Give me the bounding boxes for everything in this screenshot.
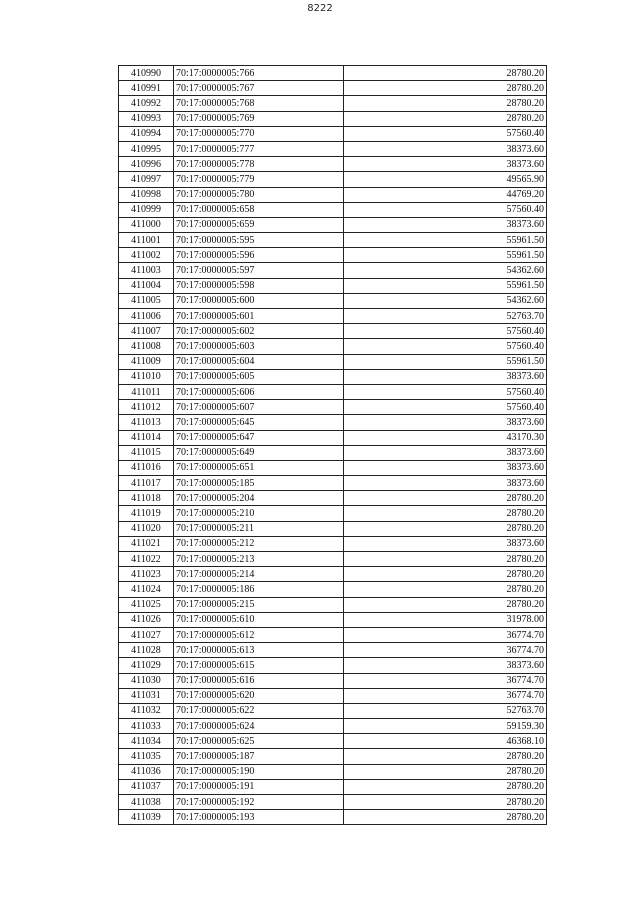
cadastral-value-cell: 46368.10 bbox=[344, 734, 547, 749]
cadastral-value-cell: 38373.60 bbox=[344, 460, 547, 475]
table-row bbox=[119, 795, 547, 810]
cadastral-value-cell: 28780.20 bbox=[344, 552, 547, 567]
row-number-cell: 411017 bbox=[119, 476, 174, 491]
row-number-cell: 411008 bbox=[119, 339, 174, 354]
cadastral-value-cell: 28780.20 bbox=[344, 749, 547, 764]
cadastral-value-cell: 28780.20 bbox=[344, 764, 547, 779]
cadastral-number-cell: 70:17:0000005:778 bbox=[174, 157, 344, 172]
table-row bbox=[119, 278, 547, 293]
cadastral-value-cell: 38373.60 bbox=[344, 369, 547, 384]
row-number-cell: 411003 bbox=[119, 263, 174, 278]
cadastral-value-cell: 57560.40 bbox=[344, 384, 547, 399]
row-number-cell: 411028 bbox=[119, 643, 174, 658]
table-row bbox=[119, 233, 547, 248]
cadastral-number-cell: 70:17:0000005:210 bbox=[174, 506, 344, 521]
table-row bbox=[119, 719, 547, 734]
row-number-cell: 411037 bbox=[119, 779, 174, 794]
table-row bbox=[119, 339, 547, 354]
table-row bbox=[119, 521, 547, 536]
cadastral-value-cell: 54362.60 bbox=[344, 263, 547, 278]
table-row bbox=[119, 567, 547, 582]
cadastral-value-cell: 57560.40 bbox=[344, 202, 547, 217]
cadastral-number-cell: 70:17:0000005:659 bbox=[174, 217, 344, 232]
table-row bbox=[119, 597, 547, 612]
table-row bbox=[119, 415, 547, 430]
row-number-cell: 410997 bbox=[119, 172, 174, 187]
cadastral-number-cell: 70:17:0000005:767 bbox=[174, 81, 344, 96]
cadastral-number-cell: 70:17:0000005:598 bbox=[174, 278, 344, 293]
row-number-cell: 411033 bbox=[119, 719, 174, 734]
row-number-cell: 411018 bbox=[119, 491, 174, 506]
cadastral-number-cell: 70:17:0000005:186 bbox=[174, 582, 344, 597]
cadastral-number-cell: 70:17:0000005:597 bbox=[174, 263, 344, 278]
cadastral-number-cell: 70:17:0000005:779 bbox=[174, 172, 344, 187]
row-number-cell: 411013 bbox=[119, 415, 174, 430]
table-row bbox=[119, 734, 547, 749]
cadastral-value-cell: 38373.60 bbox=[344, 217, 547, 232]
table-body bbox=[119, 66, 547, 825]
cadastral-value-cell: 36774.70 bbox=[344, 688, 547, 703]
table-row bbox=[119, 764, 547, 779]
row-number-cell: 411001 bbox=[119, 233, 174, 248]
cadastral-value-cell: 28780.20 bbox=[344, 506, 547, 521]
row-number-cell: 411004 bbox=[119, 278, 174, 293]
row-number-cell: 410996 bbox=[119, 157, 174, 172]
cadastral-value-cell: 31978.00 bbox=[344, 612, 547, 627]
cadastral-number-cell: 70:17:0000005:212 bbox=[174, 536, 344, 551]
row-number-cell: 411005 bbox=[119, 293, 174, 308]
table-row bbox=[119, 810, 547, 825]
cadastral-number-cell: 70:17:0000005:610 bbox=[174, 612, 344, 627]
table-row bbox=[119, 506, 547, 521]
cadastral-value-cell: 36774.70 bbox=[344, 627, 547, 642]
table-row bbox=[119, 445, 547, 460]
table-row bbox=[119, 476, 547, 491]
row-number-cell: 411023 bbox=[119, 567, 174, 582]
row-number-cell: 410995 bbox=[119, 141, 174, 156]
row-number-cell: 411014 bbox=[119, 430, 174, 445]
table-row bbox=[119, 309, 547, 324]
cadastral-number-cell: 70:17:0000005:191 bbox=[174, 779, 344, 794]
row-number-cell: 411022 bbox=[119, 552, 174, 567]
row-number-cell: 411030 bbox=[119, 673, 174, 688]
row-number-cell: 410991 bbox=[119, 81, 174, 96]
cadastral-number-cell: 70:17:0000005:607 bbox=[174, 400, 344, 415]
row-number-cell: 411032 bbox=[119, 703, 174, 718]
cadastral-value-cell: 55961.50 bbox=[344, 278, 547, 293]
table-row bbox=[119, 263, 547, 278]
cadastral-number-cell: 70:17:0000005:603 bbox=[174, 339, 344, 354]
cadastral-value-cell: 38373.60 bbox=[344, 141, 547, 156]
cadastral-value-table bbox=[118, 65, 547, 825]
table-row bbox=[119, 703, 547, 718]
table-row bbox=[119, 202, 547, 217]
cadastral-number-cell: 70:17:0000005:780 bbox=[174, 187, 344, 202]
row-number-cell: 410994 bbox=[119, 126, 174, 141]
cadastral-number-cell: 70:17:0000005:620 bbox=[174, 688, 344, 703]
cadastral-number-cell: 70:17:0000005:769 bbox=[174, 111, 344, 126]
table-row bbox=[119, 66, 547, 81]
table-row bbox=[119, 400, 547, 415]
cadastral-value-cell: 57560.40 bbox=[344, 324, 547, 339]
cadastral-value-cell: 57560.40 bbox=[344, 400, 547, 415]
cadastral-value-cell: 28780.20 bbox=[344, 491, 547, 506]
cadastral-number-cell: 70:17:0000005:622 bbox=[174, 703, 344, 718]
cadastral-value-cell: 55961.50 bbox=[344, 354, 547, 369]
row-number-cell: 411006 bbox=[119, 309, 174, 324]
row-number-cell: 411036 bbox=[119, 764, 174, 779]
table-row bbox=[119, 187, 547, 202]
cadastral-value-cell: 28780.20 bbox=[344, 597, 547, 612]
cadastral-number-cell: 70:17:0000005:604 bbox=[174, 354, 344, 369]
cadastral-number-cell: 70:17:0000005:615 bbox=[174, 658, 344, 673]
page-number: 8222 bbox=[307, 3, 333, 14]
cadastral-value-cell: 28780.20 bbox=[344, 521, 547, 536]
cadastral-number-cell: 70:17:0000005:624 bbox=[174, 719, 344, 734]
row-number-cell: 411034 bbox=[119, 734, 174, 749]
cadastral-value-cell: 38373.60 bbox=[344, 157, 547, 172]
table-row bbox=[119, 688, 547, 703]
cadastral-number-cell: 70:17:0000005:606 bbox=[174, 384, 344, 399]
cadastral-value-cell: 28780.20 bbox=[344, 582, 547, 597]
table-row bbox=[119, 536, 547, 551]
table-row bbox=[119, 293, 547, 308]
cadastral-number-cell: 70:17:0000005:616 bbox=[174, 673, 344, 688]
row-number-cell: 411026 bbox=[119, 612, 174, 627]
row-number-cell: 411021 bbox=[119, 536, 174, 551]
cadastral-value-cell: 55961.50 bbox=[344, 233, 547, 248]
row-number-cell: 411038 bbox=[119, 795, 174, 810]
row-number-cell: 411009 bbox=[119, 354, 174, 369]
table-row bbox=[119, 673, 547, 688]
table-row bbox=[119, 491, 547, 506]
row-number-cell: 411000 bbox=[119, 217, 174, 232]
table-row bbox=[119, 157, 547, 172]
cadastral-number-cell: 70:17:0000005:649 bbox=[174, 445, 344, 460]
row-number-cell: 411012 bbox=[119, 400, 174, 415]
cadastral-number-cell: 70:17:0000005:211 bbox=[174, 521, 344, 536]
table-row bbox=[119, 354, 547, 369]
cadastral-number-cell: 70:17:0000005:613 bbox=[174, 643, 344, 658]
row-number-cell: 411039 bbox=[119, 810, 174, 825]
table-row bbox=[119, 96, 547, 111]
row-number-cell: 410999 bbox=[119, 202, 174, 217]
row-number-cell: 411027 bbox=[119, 627, 174, 642]
cadastral-number-cell: 70:17:0000005:187 bbox=[174, 749, 344, 764]
cadastral-value-cell: 38373.60 bbox=[344, 445, 547, 460]
cadastral-number-cell: 70:17:0000005:777 bbox=[174, 141, 344, 156]
cadastral-number-cell: 70:17:0000005:645 bbox=[174, 415, 344, 430]
table-row bbox=[119, 141, 547, 156]
cadastral-value-cell: 57560.40 bbox=[344, 126, 547, 141]
cadastral-number-cell: 70:17:0000005:595 bbox=[174, 233, 344, 248]
table-row bbox=[119, 552, 547, 567]
row-number-cell: 411010 bbox=[119, 369, 174, 384]
row-number-cell: 411016 bbox=[119, 460, 174, 475]
cadastral-number-cell: 70:17:0000005:192 bbox=[174, 795, 344, 810]
cadastral-value-cell: 28780.20 bbox=[344, 795, 547, 810]
cadastral-value-cell: 28780.20 bbox=[344, 96, 547, 111]
cadastral-number-cell: 70:17:0000005:766 bbox=[174, 66, 344, 81]
table-row bbox=[119, 369, 547, 384]
row-number-cell: 411015 bbox=[119, 445, 174, 460]
cadastral-number-cell: 70:17:0000005:647 bbox=[174, 430, 344, 445]
cadastral-number-cell: 70:17:0000005:185 bbox=[174, 476, 344, 491]
table-row bbox=[119, 779, 547, 794]
cadastral-number-cell: 70:17:0000005:770 bbox=[174, 126, 344, 141]
row-number-cell: 411029 bbox=[119, 658, 174, 673]
cadastral-number-cell: 70:17:0000005:214 bbox=[174, 567, 344, 582]
row-number-cell: 411031 bbox=[119, 688, 174, 703]
table-row bbox=[119, 111, 547, 126]
cadastral-number-cell: 70:17:0000005:625 bbox=[174, 734, 344, 749]
cadastral-number-cell: 70:17:0000005:768 bbox=[174, 96, 344, 111]
table-row bbox=[119, 460, 547, 475]
cadastral-value-cell: 38373.60 bbox=[344, 536, 547, 551]
table-row bbox=[119, 126, 547, 141]
table-row bbox=[119, 643, 547, 658]
cadastral-value-cell: 36774.70 bbox=[344, 643, 547, 658]
cadastral-value-cell: 57560.40 bbox=[344, 339, 547, 354]
cadastral-value-cell: 36774.70 bbox=[344, 673, 547, 688]
cadastral-number-cell: 70:17:0000005:605 bbox=[174, 369, 344, 384]
table-row bbox=[119, 627, 547, 642]
cadastral-number-cell: 70:17:0000005:651 bbox=[174, 460, 344, 475]
table-row bbox=[119, 217, 547, 232]
cadastral-number-cell: 70:17:0000005:602 bbox=[174, 324, 344, 339]
cadastral-number-cell: 70:17:0000005:596 bbox=[174, 248, 344, 263]
row-number-cell: 411025 bbox=[119, 597, 174, 612]
cadastral-value-cell: 28780.20 bbox=[344, 111, 547, 126]
cadastral-value-cell: 28780.20 bbox=[344, 81, 547, 96]
cadastral-number-cell: 70:17:0000005:193 bbox=[174, 810, 344, 825]
row-number-cell: 411024 bbox=[119, 582, 174, 597]
cadastral-value-cell: 55961.50 bbox=[344, 248, 547, 263]
row-number-cell: 411002 bbox=[119, 248, 174, 263]
cadastral-number-cell: 70:17:0000005:612 bbox=[174, 627, 344, 642]
cadastral-number-cell: 70:17:0000005:658 bbox=[174, 202, 344, 217]
row-number-cell: 411011 bbox=[119, 384, 174, 399]
table-row bbox=[119, 384, 547, 399]
cadastral-value-cell: 44769.20 bbox=[344, 187, 547, 202]
cadastral-value-cell: 52763.70 bbox=[344, 309, 547, 324]
table-row bbox=[119, 172, 547, 187]
table-row bbox=[119, 612, 547, 627]
cadastral-value-cell: 38373.60 bbox=[344, 476, 547, 491]
cadastral-value-cell: 49565.90 bbox=[344, 172, 547, 187]
table-row bbox=[119, 248, 547, 263]
row-number-cell: 410990 bbox=[119, 66, 174, 81]
row-number-cell: 410992 bbox=[119, 96, 174, 111]
cadastral-number-cell: 70:17:0000005:601 bbox=[174, 309, 344, 324]
table-row bbox=[119, 81, 547, 96]
table-row bbox=[119, 749, 547, 764]
table-row bbox=[119, 658, 547, 673]
cadastral-value-cell: 38373.60 bbox=[344, 658, 547, 673]
cadastral-value-cell: 54362.60 bbox=[344, 293, 547, 308]
row-number-cell: 410998 bbox=[119, 187, 174, 202]
table-row bbox=[119, 430, 547, 445]
cadastral-value-cell: 28780.20 bbox=[344, 66, 547, 81]
table-row bbox=[119, 324, 547, 339]
cadastral-value-cell: 59159.30 bbox=[344, 719, 547, 734]
cadastral-number-cell: 70:17:0000005:213 bbox=[174, 552, 344, 567]
cadastral-value-cell: 52763.70 bbox=[344, 703, 547, 718]
row-number-cell: 411007 bbox=[119, 324, 174, 339]
cadastral-number-cell: 70:17:0000005:600 bbox=[174, 293, 344, 308]
table-row bbox=[119, 582, 547, 597]
cadastral-value-cell: 38373.60 bbox=[344, 415, 547, 430]
row-number-cell: 410993 bbox=[119, 111, 174, 126]
cadastral-value-cell: 43170.30 bbox=[344, 430, 547, 445]
cadastral-number-cell: 70:17:0000005:215 bbox=[174, 597, 344, 612]
row-number-cell: 411020 bbox=[119, 521, 174, 536]
cadastral-number-cell: 70:17:0000005:190 bbox=[174, 764, 344, 779]
cadastral-value-cell: 28780.20 bbox=[344, 779, 547, 794]
cadastral-value-cell: 28780.20 bbox=[344, 810, 547, 825]
cadastral-value-cell: 28780.20 bbox=[344, 567, 547, 582]
row-number-cell: 411035 bbox=[119, 749, 174, 764]
cadastral-number-cell: 70:17:0000005:204 bbox=[174, 491, 344, 506]
row-number-cell: 411019 bbox=[119, 506, 174, 521]
